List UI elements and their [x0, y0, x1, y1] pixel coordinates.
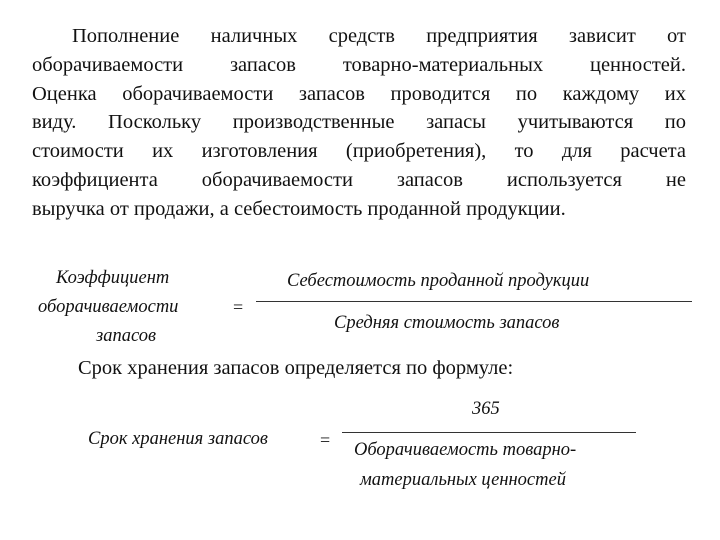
paragraph-line: выручка от продажи, а себестоимость проданной продукции. — [32, 197, 566, 220]
paragraph-line: коэффициента оборачиваемости запасов используется не — [32, 168, 686, 191]
formula1-numerator: Себестоимость проданной продукции — [287, 271, 590, 291]
formula1-equals-sign: = — [233, 297, 244, 317]
formula2-lhs: Срок хранения запасов — [88, 429, 268, 449]
formula2-intro: Срок хранения запасов определяется по формуле: — [78, 357, 514, 379]
body-paragraph — [32, 22, 686, 224]
formula1-fraction-bar — [256, 301, 692, 302]
paragraph-line: Пополнение наличных средств предприятия зависит от — [72, 25, 686, 47]
paragraph-line: стоимости их изготовления (приобретения), то для расчета — [32, 140, 686, 163]
formula2-denominator-line: материальных ценностей — [360, 470, 566, 490]
formula2-denominator-line: Оборачиваемость товарно- — [354, 440, 577, 460]
formula2-equals-sign: = — [320, 430, 331, 450]
formula2-numerator: 365 — [472, 399, 500, 419]
formula2-fraction-bar — [342, 432, 636, 433]
formula1-lhs-line: оборачиваемости — [38, 297, 179, 317]
formula1-lhs-line: запасов — [96, 326, 156, 346]
formula1-lhs-line: Коэффициент — [56, 268, 170, 288]
formula1-denominator: Средняя стоимость запасов — [334, 313, 560, 333]
paragraph-line: Оценка оборачиваемости запасов проводится по каждому их — [32, 82, 686, 105]
paragraph-line: виду. Поскольку производственные запасы учитываются по — [32, 111, 686, 134]
paragraph-line: оборачиваемости запасов товарно-материальных ценностей. — [32, 53, 686, 76]
